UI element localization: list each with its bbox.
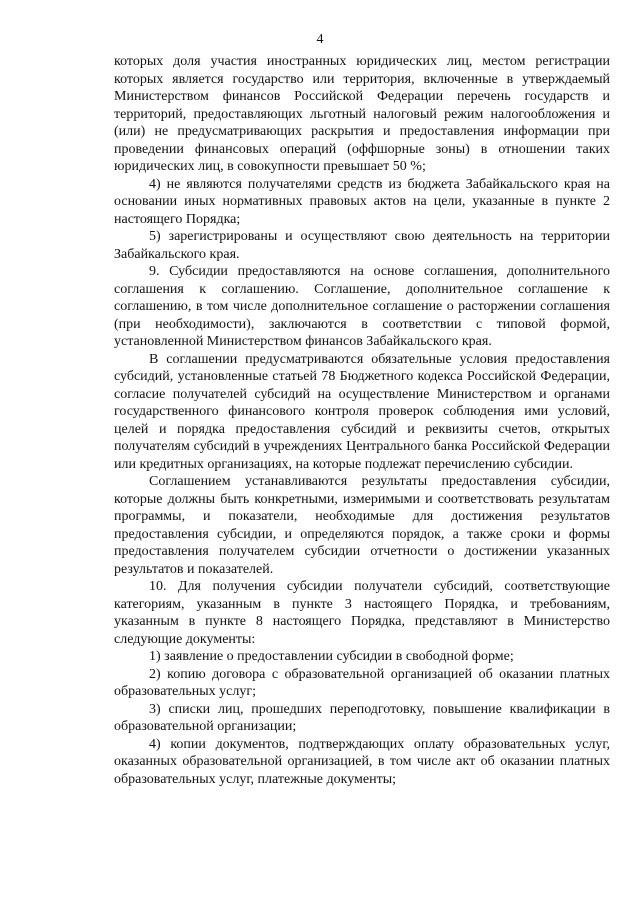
- paragraph-section-10: 10. Для получения субсидии получатели субсидий, соответствующие категориям, указанным в пункте 3 настоящего Порядка, и требованиям, указанным в пункте 8 настоящего Порядка, представляют в Министерство следующие документы:: [114, 579, 610, 647]
- paragraph-section-9: 9. Субсидии предоставляются на основе соглашения, дополнительного соглашения к соглашению. Соглашение, дополнительное соглашение к соглашению, в том числе дополнительное соглашение о расторжении соглашения (при необходимости), заключаются в соответствии с типовой формой, установленной Министерством финансов Забайкальского края.: [114, 264, 610, 349]
- document-body: [114, 53, 610, 788]
- paragraph-document-3: 3) списки лиц, прошедших переподготовку, повышение квалификации в образовательной организации;: [114, 701, 610, 734]
- paragraph-item-5: 5) зарегистрированы и осуществляют свою деятельность на территории Забайкальского края.: [114, 229, 610, 262]
- page-number: 4: [316, 32, 324, 47]
- paragraph-agreement-results: Соглашением устанавливаются результаты предоставления субсидии, которые должны быть конкретными, измеримыми и соответствовать результатам программы, и показатели, необходимые для достижения результатов предоставления субсидии, и определяются порядок, а также сроки и формы предоставления получателем субсидии отчетности о достижении указанных результатов и показателей.: [114, 474, 610, 577]
- paragraph-agreement-conditions: В соглашении предусматриваются обязательные условия предоставления субсидий, установленные статьей 78 Бюджетного кодекса Российской Федерации, согласие получателей субсидий на осуществление Министерством и органами государственного финансового контроля проверок соблюдения ими условий, целей и порядка предоставления субсидий и реквизиты счетов, открытых получателям субсидий в учреждениях Центрального банка Российской Федерации или кредитных организациях, на которые подлежат перечислению субсидии.: [114, 351, 610, 472]
- paragraph-document-4: 4) копии документов, подтверждающих оплату образовательных услуг, оказанных образовательной организацией, в том числе акт об оказании платных образовательных услуг, платежные документы;: [114, 736, 610, 787]
- paragraph-item-4: 4) не являются получателями средств из бюджета Забайкальского края на основании иных нормативных правовых актов на цели, указанные в пункте 2 настоящего Порядка;: [114, 176, 610, 227]
- paragraph-document-2: 2) копию договора с образовательной организацией об оказании платных образовательных услуг;: [114, 666, 610, 699]
- paragraph-continuation: которых доля участия иностранных юридических лиц, местом регистрации которых является государство или территория, включенные в утверждаемый Министерством финансов Российской Федерации перечень государств и территорий, предоставляющих льготный налоговый режим налогообложения и (или) не предусматривающих раскрытия и предоставления информации при проведении финансовых операций (оффшорные зоны) в отношении таких юридических лиц, в совокупности превышает 50 %;: [114, 54, 610, 174]
- paragraph-document-1: 1) заявление о предоставлении субсидии в свободной форме;: [149, 649, 514, 664]
